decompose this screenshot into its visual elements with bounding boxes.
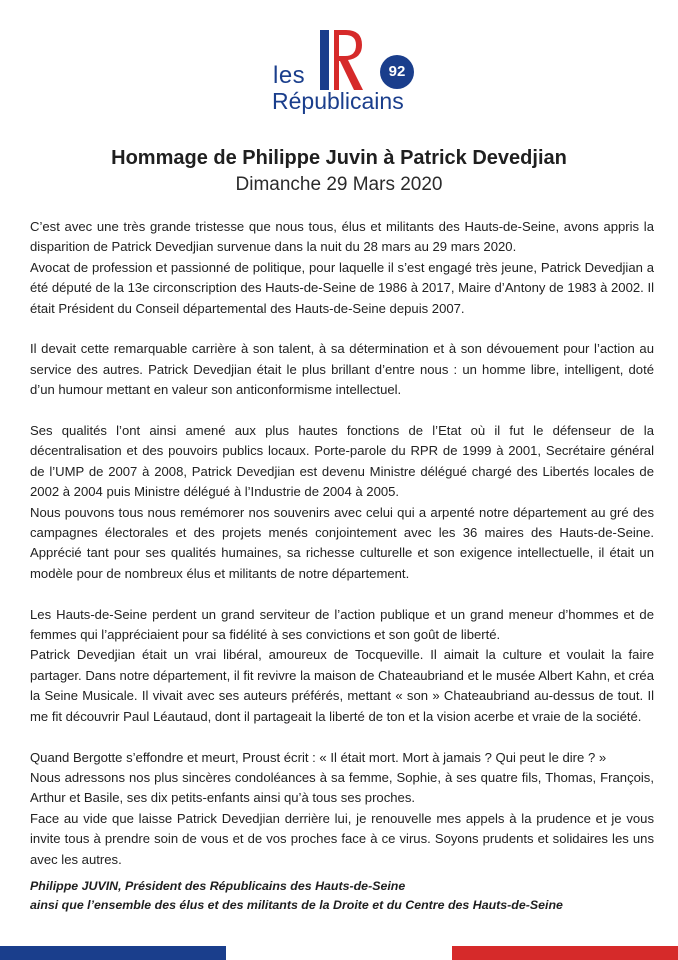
document-title: Hommage de Philippe Juvin à Patrick Devedjian xyxy=(111,147,567,169)
paragraph: Les Hauts-de-Seine perdent un grand serviteur de l’action publique et un grand meneur d’hommes et de femmes qui l’appréciaient pour sa fidélité à ses convictions et son goût de liberté. xyxy=(30,606,654,643)
paragraph: Patrick Devedjian était un vrai libéral, amoureux de Tocqueville. Il aimait la culture et voulait la faire partager. Dans notre département, il fit revivre la maison de Chateaubriand et le musée Albert Kahn, et créa la Seine Musicale. Il vivait avec ses auteurs préférés, mettant « son » Chateaubriand au-dessus de tout. Il me fit découvrir Paul Léautaud, dont il partageait la liberté de ton et la vision acerbe et vraie de la société. xyxy=(30,647,654,724)
footer-red-stripe xyxy=(452,946,678,960)
signature-line: ainsi que l’ensemble des élus et des militants de la Droite et du Centre des Hauts-de-Seine xyxy=(30,898,563,912)
paragraph: C’est avec une très grande tristesse que nous tous, élus et militants des Hauts-de-Seine, avons appris la disparition de Patrick Devedjian survenue dans la nuit du 28 mars au 29 mars 2020. xyxy=(30,219,654,255)
logo-word-les: les xyxy=(273,62,306,89)
logo-badge-92: 92 xyxy=(380,55,414,89)
document-body xyxy=(30,217,654,870)
paragraph: Quand Bergotte s’effondre et meurt, Proust écrit : « Il était mort. Mort à jamais ? Qui peut le dire ? » xyxy=(30,749,607,765)
paragraph: Face au vide que laisse Patrick Devedjian derrière lui, je renouvelle mes appels à la prudence et je vous invite tous à prendre soin de vous et de vos proches face à ce virus. Soyons prudents et solidaires les uns avec les autres. xyxy=(30,810,654,867)
document-date: Dimanche 29 Mars 2020 xyxy=(235,174,443,195)
paragraph: Il devait cette remarquable carrière à son talent, à sa détermination et à son dévouement pour l’action au service des autres. Patrick Devedjian était le plus brillant d’entre nous : un homme libre, intelligent, doté d’un humour mettant en valeur son anticonformisme intellectuel. xyxy=(30,341,654,398)
les-republicains-logo xyxy=(272,22,422,122)
paragraph: Nous pouvons tous nous remémorer nos souvenirs avec celui qui a arpenté notre département au gré des campagnes électorales et des projets menés conjointement avec les 36 maires des Hauts-de-Seine. Apprécié tant pour ses qualités humaines, sa richesse culturelle et son exigence intellectuelle, il était un modèle pour de nombreux élus et militants de notre département. xyxy=(30,504,654,581)
logo-red-r-shape xyxy=(334,30,364,90)
signature-block xyxy=(30,877,670,915)
logo-word-republicains: Républicains xyxy=(272,88,404,114)
paragraph: Nous adressons nos plus sincères condoléances à sa femme, Sophie, à ses quatre fils, Thomas, François, Arthur et Basile, ses dix petits-enfants ainsi qu’à tous ses proches. xyxy=(30,769,654,806)
paragraph: Ses qualités l’ont ainsi amené aux plus hautes fonctions de l’Etat où il fut le défenseur de la décentralisation et des pouvoirs publics locaux. Porte-parole du RPR de 1999 à 2001, Secrétaire général de l’UMP de 2007 à 2008, Patrick Devedjian est devenu Ministre délégué chargé des Libertés locales de 2002 à 2004 puis Ministre délégué à l’Industrie de 2004 à 2005. xyxy=(30,423,654,500)
signature-line: Philippe JUVIN, Président des Républicains des Hauts-de-Seine xyxy=(30,879,406,893)
footer-blue-stripe xyxy=(0,946,226,960)
logo-blue-bar xyxy=(320,30,329,90)
paragraph: Avocat de profession et passionné de politique, pour laquelle il s’est engagé très jeune, Patrick Devedjian a été député de la 13e circonscription des Hauts-de-Seine de 1986 à 2017, Maire d’Antony de 1983 à 2002. Il était Président du Conseil départemental des Hauts-de-Seine depuis 2007. xyxy=(30,259,654,316)
